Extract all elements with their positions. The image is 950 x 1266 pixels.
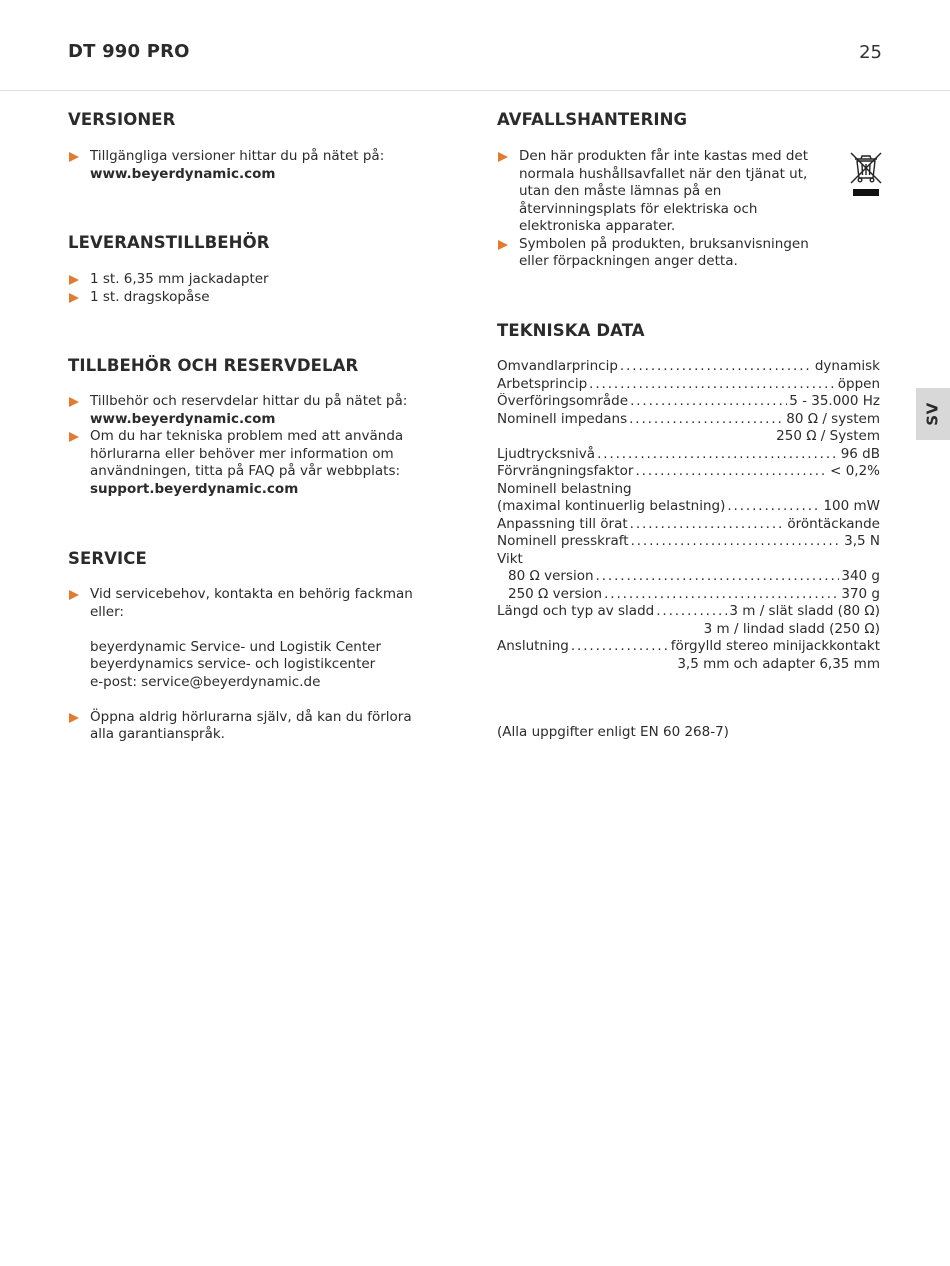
spec-row: 80 Ω version . . . 340 g [497, 568, 880, 586]
versions-list [68, 148, 428, 183]
section-service [68, 549, 428, 569]
spec-label: Nominell belastning [497, 480, 632, 497]
bullet-arrow-icon [69, 293, 79, 303]
page-number: 25 [859, 42, 882, 63]
spec-row: Längd och typ av sladd . . . 3 m / slät sladd (80 Ω) [497, 603, 880, 621]
spec-row: Anpassning till örat . . . öröntäckande [497, 516, 880, 534]
list-item: Öppna aldrig hörlurarna själv, då kan du förlora alla garantianspråk. [68, 709, 428, 744]
section-tech [497, 321, 882, 341]
bullet-arrow-icon [69, 275, 79, 285]
list-item: Tillbehör och reservdelar hittar du på nätet på: www.beyerdynamic.com [68, 393, 428, 428]
list-item: 1 st. 6,35 mm jackadapter [68, 271, 428, 289]
service-list [68, 586, 428, 744]
spec-row: Omvandlarprincip . . . dynamisk [497, 358, 880, 376]
bullet-arrow-icon [69, 432, 79, 442]
spec-row: Ljudtrycksnivå . . . 96 dB [497, 446, 880, 464]
list-item: Tillgängliga versioner hittar du på nätet på: www.beyerdynamic.com [68, 148, 428, 183]
disposal-list [497, 148, 817, 271]
spec-continuation: 250 Ω / System [776, 428, 880, 444]
document-title: DT 990 PRO [68, 41, 190, 62]
spec-table [497, 358, 880, 673]
accessories-list [68, 393, 428, 498]
link-text: www.beyerdynamic.com [90, 165, 276, 182]
section-heading-tech: TEKNISKA DATA [497, 321, 645, 340]
spec-continuation: 3 m / lindad sladd (250 Ω) [703, 620, 880, 637]
section-heading-service: SERVICE [68, 549, 147, 568]
spec-label: Vikt [497, 550, 523, 567]
list-item: Den här produkten får inte kastas med det normala hushållsavfallet när den tjänat ut, utan den måste lämnas på en återvinningsplats för elektriska och elektroniska apparater. [497, 148, 817, 236]
service-address-line: beyerdynamics service- och logistikcenter [90, 656, 376, 672]
spec-row: Överföringsområde . . . 5 - 35.000 Hz [497, 393, 880, 411]
bullet-arrow-icon [69, 590, 79, 600]
section-delivery [68, 233, 428, 253]
link-text: www.beyerdynamic.com [90, 410, 276, 427]
language-tab-label: SV [923, 402, 942, 426]
list-item: Vid servicebehov, kontakta en behörig fackman eller: beyerdynamic Service- und Logistik Center beyerdynamics service- och logistikcenter e-post: service@beyerdynamic.de [68, 586, 428, 691]
list-item: 1 st. dragskopåse [68, 289, 428, 307]
spec-row: 250 Ω version . . . 370 g [497, 586, 880, 604]
bullet-arrow-icon [498, 240, 508, 250]
spec-row: Arbetsprincip . . . öppen [497, 376, 880, 394]
bullet-arrow-icon [498, 152, 508, 162]
spec-row: Förvrängningsfaktor . . . < 0,2% [497, 463, 880, 481]
section-heading-disposal: AVFALLSHANTERING [497, 110, 688, 129]
spec-row: Nominell impedans . . . 80 Ω / system [497, 411, 880, 429]
service-address-line: beyerdynamic Service- und Logistik Center [90, 638, 382, 655]
spec-continuation: 3,5 mm och adapter 6,35 mm [677, 655, 880, 672]
bullet-arrow-icon [69, 152, 79, 162]
bullet-arrow-icon [69, 397, 79, 407]
section-disposal [497, 110, 882, 130]
list-item: Symbolen på produkten, bruksanvisningen eller förpackningen anger detta. [497, 236, 817, 271]
service-email: e-post: service@beyerdynamic.de [90, 673, 321, 690]
spec-note: (Alla uppgifter enligt EN 60 268-7) [497, 724, 729, 740]
section-accessories [68, 356, 428, 376]
crossed-out-wheelie-bin-icon [849, 150, 883, 200]
spec-row: Nominell presskraft . . . 3,5 N [497, 533, 880, 551]
section-versions [68, 110, 428, 130]
section-heading-delivery: LEVERANSTILLBEHÖR [68, 233, 270, 252]
spec-row: Anslutning . . . förgylld stereo minijackkontakt [497, 638, 880, 656]
bullet-arrow-icon [69, 713, 79, 723]
section-heading-accessories: TILLBEHÖR OCH RESERVDELAR [68, 356, 359, 375]
language-tab [916, 388, 950, 440]
page-header [0, 0, 950, 91]
delivery-list [68, 271, 428, 306]
spec-row: (maximal kontinuerlig belastning) . . . 100 mW [497, 498, 880, 516]
section-heading-versions: VERSIONER [68, 110, 176, 129]
link-text: support.beyerdynamic.com [90, 480, 299, 497]
list-item: Om du har tekniska problem med att använda hörlurarna eller behöver mer information om användningen, titta på FAQ på vår webbplats: support.beyerdynamic.com [68, 428, 428, 498]
